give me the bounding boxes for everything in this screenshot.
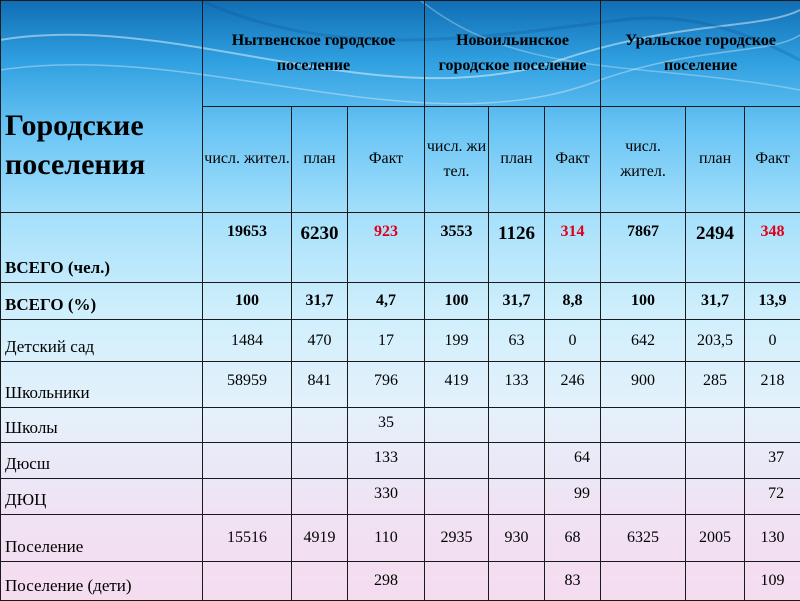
cell-plan: 930	[489, 515, 545, 562]
cell-fact: 8,8	[545, 283, 601, 320]
cell-plan	[489, 479, 545, 515]
cell-fact: 83	[545, 562, 601, 601]
cell-fact: 110	[348, 515, 425, 562]
cell-population	[203, 562, 292, 601]
cell-fact: 330	[348, 479, 425, 515]
cell-fact: 109	[745, 562, 800, 601]
cell-plan	[489, 408, 545, 443]
cell-population: 642	[601, 320, 686, 362]
cell-plan: 203,5	[686, 320, 745, 362]
row-label: Поселение (дети)	[1, 562, 203, 601]
table-row	[1, 408, 800, 443]
cell-population	[601, 479, 686, 515]
cell-plan	[686, 408, 745, 443]
cell-population: 100	[203, 283, 292, 320]
cell-fact: 35	[348, 408, 425, 443]
subheader-population: числ. жител.	[203, 107, 292, 213]
cell-population: 419	[425, 362, 489, 408]
cell-plan	[489, 562, 545, 601]
cell-fact: 4,7	[348, 283, 425, 320]
cell-plan	[292, 479, 348, 515]
cell-population	[425, 443, 489, 479]
cell-population: 100	[425, 283, 489, 320]
cell-fact: 68	[545, 515, 601, 562]
cell-plan	[686, 479, 745, 515]
table-row	[1, 213, 800, 283]
row-label: Детский сад	[1, 320, 203, 362]
cell-fact: 0	[745, 320, 800, 362]
row-label: Школьники	[1, 362, 203, 408]
cell-population	[425, 479, 489, 515]
cell-plan: 2494	[686, 213, 745, 283]
cell-plan: 285	[686, 362, 745, 408]
cell-fact: 13,9	[745, 283, 800, 320]
cell-population: 6325	[601, 515, 686, 562]
cell-plan: 4919	[292, 515, 348, 562]
cell-fact: 17	[348, 320, 425, 362]
cell-plan: 6230	[292, 213, 348, 283]
cell-fact: 130	[745, 515, 800, 562]
cell-fact: 246	[545, 362, 601, 408]
subheader-fact: Факт	[545, 107, 601, 213]
table-row	[1, 283, 800, 320]
cell-plan	[292, 408, 348, 443]
cell-population: 3553	[425, 213, 489, 283]
cell-population: 7867	[601, 213, 686, 283]
table-corner-title: Городские поселения	[1, 1, 203, 213]
cell-population: 100	[601, 283, 686, 320]
table-row	[1, 515, 800, 562]
subheader-fact: Факт	[745, 107, 800, 213]
table-row	[1, 320, 800, 362]
cell-plan	[292, 562, 348, 601]
cell-plan	[489, 443, 545, 479]
cell-fact: 348	[745, 213, 800, 283]
cell-population: 199	[425, 320, 489, 362]
cell-population	[203, 479, 292, 515]
group-header-uralskoe: Уральское городское поселение	[601, 1, 800, 107]
cell-plan: 2005	[686, 515, 745, 562]
subheader-population: числ. жител.	[425, 107, 489, 213]
cell-fact: 99	[545, 479, 601, 515]
cell-fact: 298	[348, 562, 425, 601]
header-row-groups	[1, 1, 800, 107]
cell-plan: 470	[292, 320, 348, 362]
cell-population	[203, 408, 292, 443]
cell-population: 1484	[203, 320, 292, 362]
row-label: ВСЕГО (%)	[1, 283, 203, 320]
cell-fact	[745, 408, 800, 443]
row-label: Дюсш	[1, 443, 203, 479]
cell-fact: 72	[745, 479, 800, 515]
cell-plan: 63	[489, 320, 545, 362]
cell-plan: 841	[292, 362, 348, 408]
cell-fact: 796	[348, 362, 425, 408]
cell-population	[425, 562, 489, 601]
cell-plan	[292, 443, 348, 479]
table-row	[1, 479, 800, 515]
cell-plan: 31,7	[686, 283, 745, 320]
cell-population: 900	[601, 362, 686, 408]
cell-plan: 133	[489, 362, 545, 408]
group-header-novoilinskoe: Новоильинское городское поселение	[425, 1, 601, 107]
subheader-fact: Факт	[348, 107, 425, 213]
cell-population	[601, 408, 686, 443]
subheader-population: числ. жител.	[601, 107, 686, 213]
cell-plan: 31,7	[292, 283, 348, 320]
cell-fact	[545, 408, 601, 443]
table-row	[1, 362, 800, 408]
cell-plan: 1126	[489, 213, 545, 283]
table-row	[1, 443, 800, 479]
cell-fact: 64	[545, 443, 601, 479]
cell-fact: 37	[745, 443, 800, 479]
row-label: Поселение	[1, 515, 203, 562]
subheader-plan: план	[686, 107, 745, 213]
row-label: ВСЕГО (чел.)	[1, 213, 203, 283]
cell-population	[203, 443, 292, 479]
cell-population	[601, 562, 686, 601]
subheader-plan: план	[489, 107, 545, 213]
cell-plan	[686, 562, 745, 601]
row-label: Школы	[1, 408, 203, 443]
cell-fact: 314	[545, 213, 601, 283]
group-header-nytvenskoe: Нытвенское городское поселение	[203, 1, 425, 107]
cell-population: 58959	[203, 362, 292, 408]
cell-plan: 31,7	[489, 283, 545, 320]
row-label: ДЮЦ	[1, 479, 203, 515]
cell-population: 19653	[203, 213, 292, 283]
cell-fact: 218	[745, 362, 800, 408]
cell-plan	[686, 443, 745, 479]
cell-population	[425, 408, 489, 443]
cell-population: 15516	[203, 515, 292, 562]
table-row	[1, 562, 800, 601]
subheader-plan: план	[292, 107, 348, 213]
cell-population: 2935	[425, 515, 489, 562]
cell-fact: 133	[348, 443, 425, 479]
cell-fact: 923	[348, 213, 425, 283]
cell-population	[601, 443, 686, 479]
cell-fact: 0	[545, 320, 601, 362]
